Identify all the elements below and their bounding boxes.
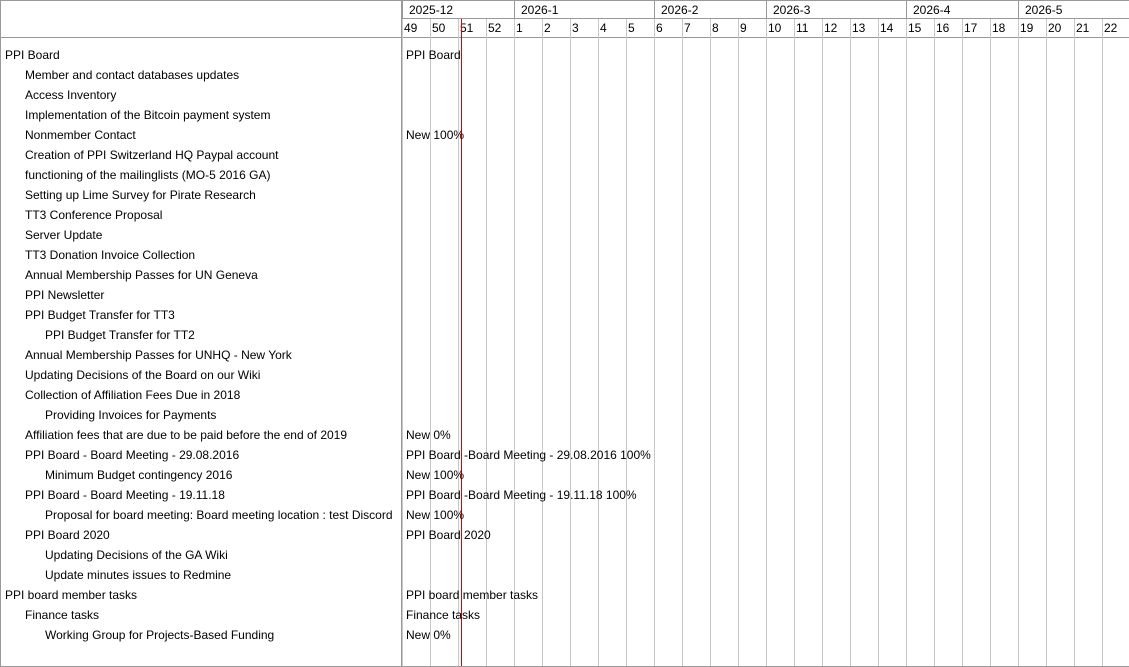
week-column (906, 19, 934, 666)
week-number: 5 (627, 19, 654, 38)
timeline-area (401, 1, 1129, 666)
issue-subject[interactable]: Updating Decisions of the Board on our Wiki (25, 368, 261, 382)
week-number: 17 (963, 19, 990, 38)
week-column (682, 19, 710, 666)
issue-subject[interactable]: Providing Invoices for Payments (45, 408, 217, 422)
bar-label: New 100% (406, 508, 465, 522)
week-number: 3 (571, 19, 598, 38)
week-number: 4 (599, 19, 626, 38)
week-column (990, 19, 1018, 666)
project-subject[interactable]: PPI board member tasks (5, 588, 138, 602)
bar-label: PPI Board -Board Meeting - 19.11.18 100% (406, 488, 637, 502)
week-number: 20 (1047, 19, 1074, 38)
issue-subject[interactable]: Server Update (25, 228, 103, 242)
week-column (402, 19, 430, 666)
week-column (542, 19, 570, 666)
week-number: 6 (655, 19, 682, 38)
issue-subject[interactable]: Affiliation fees that are due to be paid before the end of 2019 (25, 428, 348, 442)
week-column (430, 19, 458, 666)
week-number: 16 (935, 19, 962, 38)
issue-subject[interactable]: Annual Membership Passes for UN Geneva (25, 268, 258, 282)
bar-label: New 0% (406, 428, 451, 442)
subjects-header (1, 1, 401, 38)
week-number: 50 (431, 19, 458, 38)
week-column (1046, 19, 1074, 666)
bar-label: New 100% (406, 468, 465, 482)
week-column (934, 19, 962, 666)
issue-subject[interactable]: Access Inventory (25, 88, 117, 102)
week-column (570, 19, 598, 666)
week-number: 2 (543, 19, 570, 38)
month-header: 2026-5 (1018, 1, 1129, 19)
bar-label: New 0% (406, 628, 451, 642)
issue-subject[interactable]: PPI Newsletter (25, 288, 105, 302)
issue-subject[interactable]: Minimum Budget contingency 2016 (45, 468, 233, 482)
month-header: 2025-12 (402, 1, 514, 19)
week-number: 12 (823, 19, 850, 38)
week-column (626, 19, 654, 666)
issue-subject[interactable]: Implementation of the Bitcoin payment system (25, 108, 271, 122)
issue-subject[interactable]: PPI Board 2020 (25, 528, 110, 542)
week-column (458, 19, 486, 666)
week-number: 11 (795, 19, 822, 38)
bar-label: Finance tasks (406, 608, 481, 622)
week-column (738, 19, 766, 666)
week-column (710, 19, 738, 666)
week-column (654, 19, 682, 666)
week-column (878, 19, 906, 666)
week-number: 52 (487, 19, 514, 38)
issue-subject[interactable]: Updating Decisions of the GA Wiki (45, 548, 228, 562)
issue-subject[interactable]: TT3 Donation Invoice Collection (25, 248, 196, 262)
week-column (486, 19, 514, 666)
subjects-column (1, 1, 401, 666)
week-number: 15 (907, 19, 934, 38)
issue-subject[interactable]: Setting up Lime Survey for Pirate Research (25, 188, 256, 202)
week-number: 22 (1103, 19, 1129, 38)
month-header: 2026-3 (766, 1, 906, 19)
week-column (850, 19, 878, 666)
issue-subject[interactable]: Annual Membership Passes for UNHQ - New York (25, 348, 292, 362)
issue-subject[interactable]: Collection of Affiliation Fees Due in 2018 (25, 388, 241, 402)
week-column (962, 19, 990, 666)
issue-subject[interactable]: PPI Budget Transfer for TT2 (45, 328, 195, 342)
issue-subject[interactable]: functioning of the mailinglists (MO-5 2016 GA) (25, 168, 271, 182)
issue-subject[interactable]: PPI Board - Board Meeting - 19.11.18 (25, 488, 225, 502)
today-line (461, 19, 462, 666)
issue-subject[interactable]: PPI Board - Board Meeting - 29.08.2016 (25, 448, 240, 462)
week-number: 7 (683, 19, 710, 38)
issue-subject[interactable]: Update minutes issues to Redmine (45, 568, 232, 582)
project-subject[interactable]: PPI Board (5, 48, 60, 62)
bar-label: PPI Board -Board Meeting - 29.08.2016 100% (406, 448, 651, 462)
issue-subject[interactable]: Creation of PPI Switzerland HQ Paypal account (25, 148, 279, 162)
week-column (598, 19, 626, 666)
issue-subject[interactable]: Finance tasks (25, 608, 100, 622)
issue-subject[interactable]: PPI Budget Transfer for TT3 (25, 308, 175, 322)
week-column (822, 19, 850, 666)
week-column (1074, 19, 1102, 666)
week-number: 51 (459, 19, 486, 38)
week-number: 13 (851, 19, 878, 38)
week-number: 8 (711, 19, 738, 38)
week-column (1102, 19, 1129, 666)
bar-label: PPI Board 2020 (406, 528, 491, 542)
week-column (1018, 19, 1046, 666)
week-column (766, 19, 794, 666)
week-number: 10 (767, 19, 794, 38)
issue-subject[interactable]: Member and contact databases updates (25, 68, 240, 82)
issue-subject[interactable]: Proposal for board meeting: Board meeting location : test Discord (45, 508, 393, 522)
month-header: 2026-2 (654, 1, 766, 19)
week-number: 18 (991, 19, 1018, 38)
week-number: 9 (739, 19, 766, 38)
week-number: 1 (515, 19, 542, 38)
bar-label: PPI board member tasks (406, 588, 539, 602)
issue-subject[interactable]: Nonmember Contact (25, 128, 136, 142)
issue-subject[interactable]: Working Group for Projects-Based Funding (45, 628, 275, 642)
week-number: 19 (1019, 19, 1046, 38)
month-header: 2026-1 (514, 1, 654, 19)
week-column (794, 19, 822, 666)
week-number: 21 (1075, 19, 1102, 38)
week-number: 14 (879, 19, 906, 38)
week-number: 49 (403, 19, 430, 38)
week-column (514, 19, 542, 666)
bar-label: New 100% (406, 128, 465, 142)
bar-label: PPI Board (406, 48, 461, 62)
issue-subject[interactable]: TT3 Conference Proposal (25, 208, 163, 222)
month-header: 2026-4 (906, 1, 1018, 19)
